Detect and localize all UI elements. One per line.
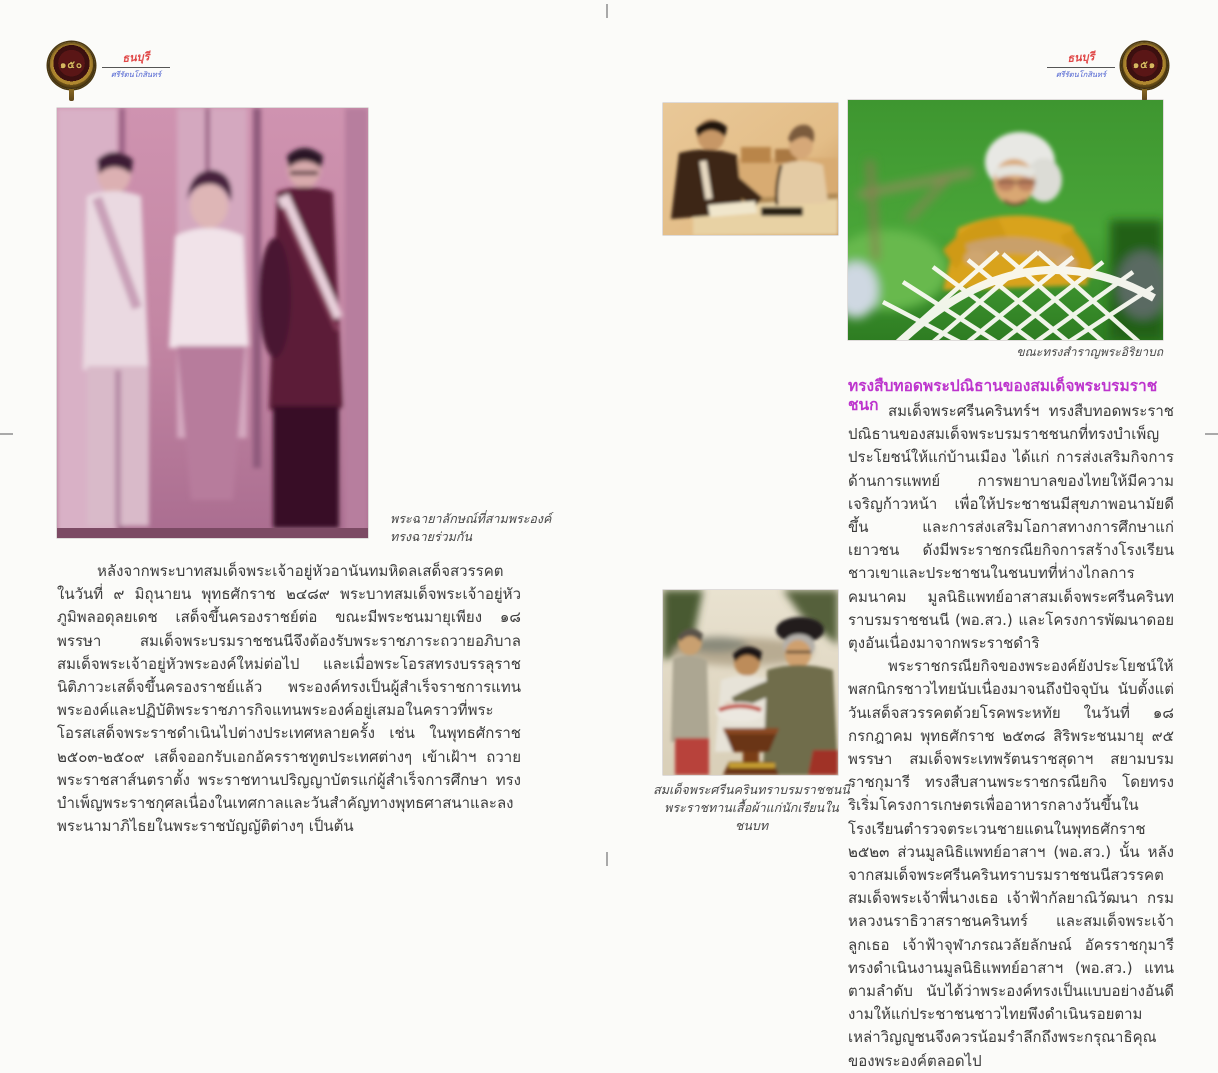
running-title-rule <box>102 67 170 68</box>
running-title-red: ธนบุรี <box>121 50 150 65</box>
bottom-photo-caption <box>649 781 854 835</box>
running-title-blue: ศรีรัตนโกสินทร์ <box>110 70 162 79</box>
left-photo-caption <box>390 510 605 546</box>
right-page <box>609 0 1218 1070</box>
photo-table-conversation <box>663 103 838 235</box>
bottom-photo-caption-line1: สมเด็จพระศรีนครินทราบรมราชชนนี <box>653 782 850 797</box>
running-title-red: ธนบุรี <box>1066 50 1095 65</box>
right-paragraph-1: สมเด็จพระศรีนครินทร์ฯ ทรงสืบทอดพระราชปณิธานของสมเด็จพระบรมราชชนกที่ทรงบำเพ็ญประโยชน์ให้แก่บ้านเมือง ได้แก่ การส่งเสริมกิจการด้านการแพทย์ การพยาบาลของไทยให้มีความเจริญก้าวหน้า เพื่อให้ประชาชนมีสุขภาพอนามัยดีขึ้น และการส่งเสริมโอกาสทางการศึกษาแก่เยาวชน ดังมีพระราชกรณียกิจการสร้างโรงเรียนชาวเขาและประชาชนในชนบทที่ห่างไกลการคมนาคม มูลนิธิแพทย์อาสาสมเด็จพระศรีนครินทราบรมราชชนนี (พอ.สว.) และโครงการพัฒนาดอยตุงอันเนื่องมาจากพระราชดำริ <box>848 402 1174 653</box>
right-body-text <box>848 400 1174 1073</box>
medal-icon <box>48 42 95 89</box>
running-title-rule <box>1047 67 1115 68</box>
photo-three-royals <box>57 108 368 538</box>
left-paragraph: หลังจากพระบาทสมเด็จพระเจ้าอยู่หัวอานันทมหิดลเสด็จสวรรคตในวันที่ ๙ มิถุนายน พุทธศักราช ๒๔๘๙ พระบาทสมเด็จพระเจ้าอยู่หัวภูมิพลอดุลยเดช เสด็จขึ้นครองราชย์ต่อ ขณะมีพระชนมายุเพียง ๑๘ พรรษา สมเด็จพระบรมราชชนนีจึงต้องรับพระราชภาระถวายอภิบาลสมเด็จพระเจ้าอยู่หัวพระองค์ใหม่ต่อไป และเมื่อพระโอรสทรงบรรลุราชนิติภาวะเสด็จขึ้นครองราชย์แล้ว พระองค์ทรงเป็นผู้สำเร็จราชการแทนพระองค์และปฏิบัติพระราชภารกิจแทนพระองค์อยู่เสมอในคราวที่พระโอรสเสด็จพระราชดำเนินไปต่างประเทศหลายครั้ง เช่น ในพุทธศักราช ๒๕๐๓-๒๕๐๙ เสด็จออกรับเอกอัครราชทูตประเทศต่างๆ เข้าเฝ้าฯ ถวายพระราชสาส์นตราตั้ง พระราชทานปริญญาบัตรแก่ผู้สำเร็จการศึกษา ทรงบำเพ็ญพระราชกุศลเนื่องในเทศกาลและวันสำคัญทางพุทธศาสนาและลงพระนามาภิไธยในพระราชบัญญัติต่างๆ เป็นต้น <box>57 562 521 836</box>
running-title-blue: ศรีรัตนโกสินทร์ <box>1055 70 1107 79</box>
left-body-text <box>57 560 521 838</box>
medal-ribbon-icon <box>69 89 74 101</box>
garden-photo-caption: ขณะทรงสำราญพระอิริยาบถ <box>1016 345 1163 359</box>
left-page-number-emblem <box>48 42 95 101</box>
photo-giving-clothes <box>663 590 838 775</box>
left-photo-caption-line1: พระฉายาลักษณ์ที่สามพระองค์ <box>390 511 552 526</box>
section-heading: ทรงสืบทอดพระปณิธานของสมเด็จพระบรมราชชนก <box>848 377 1158 414</box>
left-page <box>0 0 609 870</box>
left-running-title <box>100 52 172 79</box>
right-page-number-emblem <box>1121 42 1168 101</box>
right-paragraph-2: พระราชกรณียกิจของพระองค์ยังประโยชน์ให้พสกนิกรชาวไทยนับเนื่องมาจนถึงปัจจุบัน นับตั้งแต่วันเสด็จสวรรคตด้วยโรคพระหทัย ในวันที่ ๑๘ กรกฎาคม พุทธศักราช ๒๕๓๘ สิริพระชนมายุ ๙๕ พรรษา สมเด็จพระเทพรัตนราชสุดาฯ สยามบรมราชกุมารี ทรงสืบสานพระราชกรณียกิจ โดยทรงริเริ่มโครงการเกษตรเพื่ออาหารกลางวันขึ้นในโรงเรียนตำรวจตระเวนชายแดนในพุทธศักราช ๒๕๒๓ ส่วนมูลนิธิแพทย์อาสาฯ (พอ.สว.) นั้น หลังจากสมเด็จพระศรีนครินทราบรมราชชนนีสวรรคต สมเด็จพระเจ้าพี่นางเธอ เจ้าฟ้ากัลยาณิวัฒนา กรมหลวงนราธิวาสราชนครินทร์ และสมเด็จพระเจ้าลูกเธอ เจ้าฟ้าจุฬาภรณวลัยลักษณ์ อัครราชกุมารี ทรงดำเนินงานมูลนิธิแพทย์อาสาฯ (พอ.สว.) แทนตามลำดับ นับได้ว่าพระองค์ทรงเป็นแบบอย่างอันดีงามให้แก่ประชาชนชาวไทยพึงดำเนินรอยตาม เหล่าวิญญูชนจึงควรน้อมรำลึกถึงพระกรุณาธิคุณของพระองค์ตลอดไป <box>848 657 1174 1070</box>
medal-icon <box>1121 42 1168 89</box>
page-number: ๑๕๐ <box>59 60 84 71</box>
bottom-photo-caption-line2: พระราชทานเสื้อผ้าแก่นักเรียนในชนบท <box>664 800 839 833</box>
photo-princess-mother-garden <box>848 100 1163 340</box>
right-running-title <box>1045 52 1117 79</box>
left-photo-caption-line2: ทรงฉายร่วมกัน <box>390 529 473 544</box>
page-number: ๑๕๑ <box>1132 60 1157 71</box>
